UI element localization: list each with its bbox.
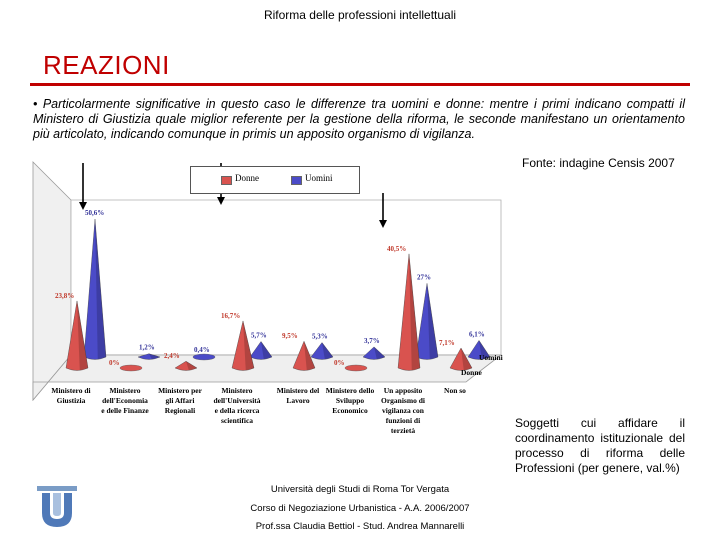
tick-label-line: dell'Università (213, 396, 261, 405)
tick-label-line: terzietà (390, 426, 416, 435)
data-label-uomini-5: 3,7% (364, 336, 380, 345)
legend-label-uomini: Uomini (305, 173, 333, 183)
university-logo (36, 485, 78, 529)
tick-label-4 (277, 386, 320, 405)
chart-floor (33, 355, 501, 400)
tick-label-1 (101, 386, 149, 415)
tick-label-line: Ministero per (158, 386, 202, 395)
tick-label-line: e delle Finanze (101, 406, 149, 415)
tick-label-line: Ministero del (276, 386, 320, 395)
tick-label-7 (444, 386, 466, 395)
tick-label-3 (213, 386, 260, 425)
data-label-donne-7: 7,1% (439, 338, 455, 347)
source-note: Fonte: indagine Censis 2007 (522, 156, 675, 170)
tick-label-line: Ministero (109, 386, 141, 395)
tick-label-line: Lavoro (286, 396, 310, 405)
tick-label-line: gli Affari (165, 396, 195, 405)
data-label-donne-2: 2,4% (164, 352, 180, 361)
tick-label-5 (326, 386, 375, 415)
title-divider (30, 83, 690, 86)
tick-label-line: Ministero di (51, 386, 91, 395)
data-label-uomini-3: 5,7% (251, 331, 267, 340)
data-label-donne-0: 23,8% (55, 291, 75, 300)
tick-label-line: Un apposito (383, 386, 423, 395)
bar-donne-1 (120, 365, 142, 371)
bar-uomini-2 (193, 354, 215, 360)
data-label-uomini-0: 50,6% (85, 209, 105, 217)
data-label-donne-6: 40,5% (387, 244, 407, 253)
depth-label-uomini: Uomini (479, 353, 503, 362)
tick-label-line: Economico (332, 406, 368, 415)
data-label-uomini-4: 5,3% (312, 332, 328, 341)
slide-title: REAZIONI (43, 50, 170, 80)
tick-label-line: vigilanza con (382, 406, 424, 415)
tick-label-line: Ministero (221, 386, 253, 395)
bar-donne-5 (345, 365, 367, 371)
legend-swatch-uomini (291, 176, 302, 185)
tick-label-line: dell'Economia (102, 396, 148, 405)
tick-label-line: Sviluppo (335, 396, 365, 405)
data-label-donne-3: 16,7% (221, 311, 241, 320)
tick-label-line: Regionali (164, 406, 196, 415)
footer-authors: Prof.ssa Claudia Bettiol - Stud. Andrea Mannarelli (255, 521, 465, 532)
data-label-uomini-1: 1,2% (139, 343, 155, 352)
bar-chart-3d (31, 160, 511, 473)
footer-university: Università degli Studi di Roma Tor Vergata (270, 484, 450, 495)
tick-label-line: funzioni di (385, 416, 421, 425)
tick-label-0 (51, 386, 90, 405)
data-label-donne-5: 0% (334, 359, 345, 367)
legend-label-donne: Donne (235, 173, 259, 183)
tick-label-line: Organismo di (381, 396, 425, 405)
tick-label-2 (158, 386, 202, 415)
data-label-donne-1: 0% (109, 359, 120, 367)
data-label-donne-4: 9,5% (282, 332, 298, 341)
chart-caption: Soggetti cui affidare il coordinamento istituzionale del processo di riforma delle Professioni (per genere, val.%) (515, 416, 685, 475)
tick-label-line: Giustizia (56, 396, 86, 405)
data-label-uomini-7: 6,1% (469, 330, 485, 339)
tick-label-6 (381, 386, 425, 435)
legend-swatch-donne (221, 176, 232, 185)
depth-label-donne: Donne (461, 368, 482, 377)
chart-legend (190, 166, 360, 194)
data-label-uomini-6: 27% (417, 273, 431, 282)
tick-label-line: e della ricerca (214, 406, 260, 415)
bullet-text: • Particolarmente significative in questo caso le differenze tra uomini e donne: mentre i primi indicano compatti il Ministero di Giustizia quale miglior referente per la gestione della riforma, le seconde manifestano un orientamento più articolato, indicando comunque in primis un apposito organismo di vigilanza. (33, 97, 685, 141)
tick-label-line: scientifica (220, 416, 254, 425)
footer-course: Corso di Negoziazione Urbanistica - A.A. 2006/2007 (250, 503, 470, 514)
course-title: Riforma delle professioni intellettuali (263, 8, 457, 22)
data-label-uomini-2: 0,4% (194, 345, 210, 354)
tick-label-line: Non so (444, 386, 466, 395)
tick-label-line: Ministero dello (325, 386, 375, 395)
